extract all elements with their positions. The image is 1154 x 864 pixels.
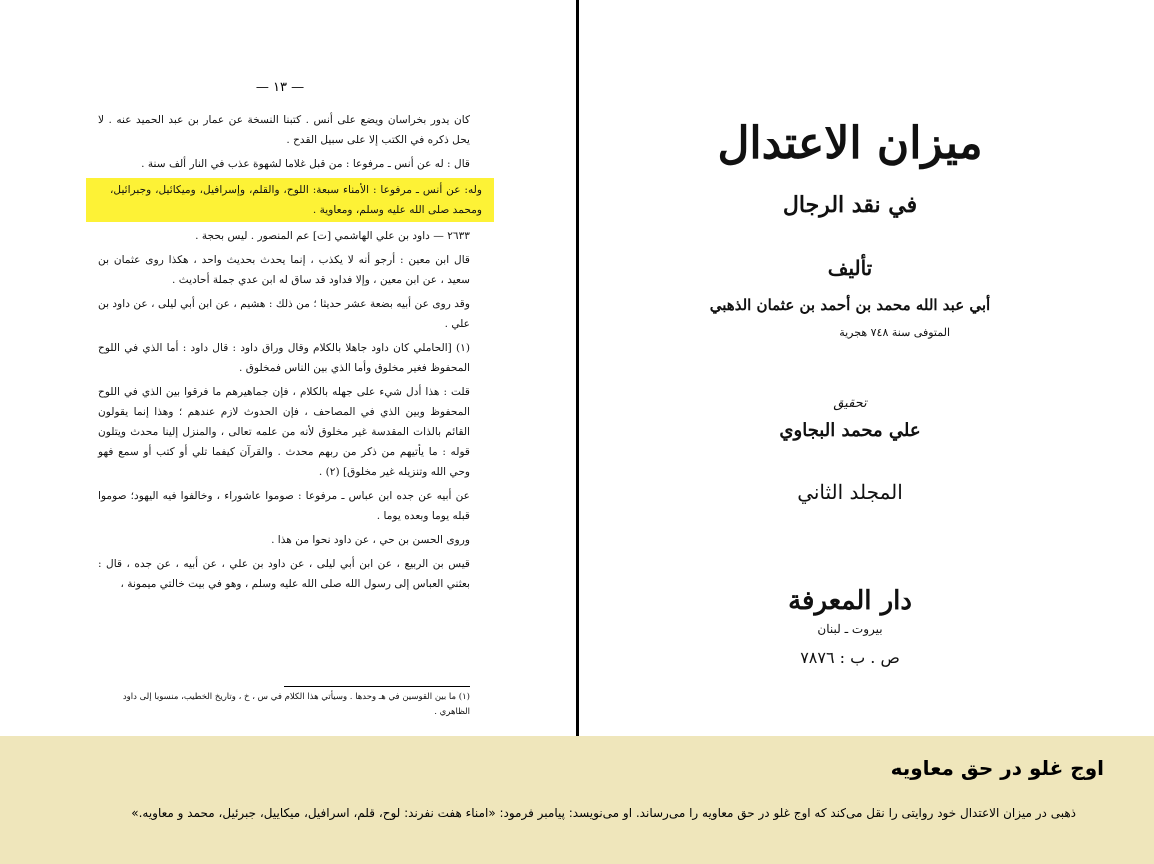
paragraph: ٢٦٣٣ — داود بن علي الهاشمي [ت] عم المنصور . ليس بحجة . [195, 230, 470, 242]
caption-panel [0, 736, 1154, 864]
footnote-rule [284, 686, 470, 687]
paragraph: عن أبيه عن جده ابن عباس ـ مرفوعا : صوموا عاشوراء ، وخالفوا فيه اليهود؛ صوموا قبله يوما وبعده يوما . [98, 490, 470, 522]
caption-text: ذهبی در میزان الاعتدال خود روایتی را نقل می‌کند که اوج غلو در حق معاویه را می‌رساند. او می‌نویسد: پیامبر فرمود: «امناء هفت نفرند: لوح، قلم، اسرافیل، میکاییل، جبرئیل، محمد و معاویه.» [131, 806, 1076, 820]
volume-label: المجلد الثاني [797, 480, 903, 504]
paragraph: قيس بن الربيع ، عن ابن أبي ليلى ، عن داود بن علي ، عن أبيه ، عن جده ، قال : بعثني العباس إلى رسول الله صلى الله عليه وسلم ، وهو في بيت خالتي ميمونة ، [98, 558, 470, 590]
page-body [98, 110, 482, 598]
paragraph: وروى الحسن بن حي ، عن داود نحوا من هذا . [271, 534, 470, 546]
page-divider [576, 0, 579, 736]
publisher-city: بيروت ـ لبنان [817, 622, 883, 636]
paragraph: وقد روى عن أبيه بضعة عشر حديثا ؛ من ذلك : هشيم ، عن ابن أبي ليلى ، عن داود بن علي . [98, 298, 470, 330]
book-subtitle: في نقد الرجال [782, 192, 918, 218]
paragraph: (١) [الحاملي كان داود جاهلا بالكلام وقال وراق داود : قال داود : أما الذي في اللوح المحفوظ فغير مخلوق وأما الذي بين الناس فمخلوق . [98, 342, 470, 374]
editing-label: تحقيق [833, 396, 867, 411]
footnote: (١) ما بين القوسين في هـ وحدها . وسيأتي هذا الكلام في س ، خ ، وتاريخ الخطيب، منسوبا إلى داود الظاهري . [122, 692, 470, 717]
author-death-date: المتوفى سنة ٧٤٨ هجرية [839, 326, 950, 339]
publisher-pobox: ص . ب : ٧٨٧٦ [800, 648, 900, 667]
page-number: — ١٣ — [255, 80, 305, 95]
authorship-label: تأليف [827, 256, 873, 280]
editor-name: علي محمد البجاوي [779, 420, 921, 441]
book-title: ميزان الاعتدال [717, 118, 983, 169]
paragraph: كان يدور بخراسان ويضع على أنس . كتبنا النسخة عن عمار بن عبد الحميد عنه . لا يحل ذكره في الكتب إلا على سبيل القدح . [98, 114, 470, 146]
author-name: أبي عبد الله محمد بن أحمد بن عثمان الذهبي [709, 296, 991, 314]
paragraph: قال : له عن أنس ـ مرفوعا : من قبل غلاما لشهوة عذب في النار ألف سنة . [141, 158, 470, 170]
highlighted-passage: وله: عن أنس ـ مرفوعا : الأمناء سبعة: اللوح، والقلم، وإسرافيل، وميكائيل، وجبرائيل، ومحمد صلى الله عليه وسلم، ومعاوية . [86, 178, 494, 222]
paragraph: قال ابن معين : أرجو أنه لا يكذب ، إنما يحدث بحديث واحد ، هكذا روى عثمان بن سعيد ، عن ابن معين ، وإلا فداود قد ساق له ابن عدي جملة أحاديث . [98, 254, 470, 286]
paragraph: قلت : هذا أدل شيء على جهله بالكلام ، فإن جماهيرهم ما فرقوا بين الذي في اللوح المحفوظ وبين الذي في المصاحف ، فإن الحدوث لازم عندهم ؛ وهذا إنما يقولون القائم بالذات المقدسة غير مخلوق لأنه من علمه تعالى ، والمنزل إلينا محدث ويتلون قوله : ما يأتيهم من ذكر من ربهم محدث . والقرآن كيفما تلي أو كتب أو سمع فهو وحي الله وتنزيله غير مخلوق] (٢) . [98, 386, 470, 478]
publisher-name: دار المعرفة [788, 586, 912, 616]
left-page [84, 70, 482, 730]
caption-title: اوج غلو در حق معاویه [890, 756, 1104, 780]
title-page [700, 100, 1000, 730]
